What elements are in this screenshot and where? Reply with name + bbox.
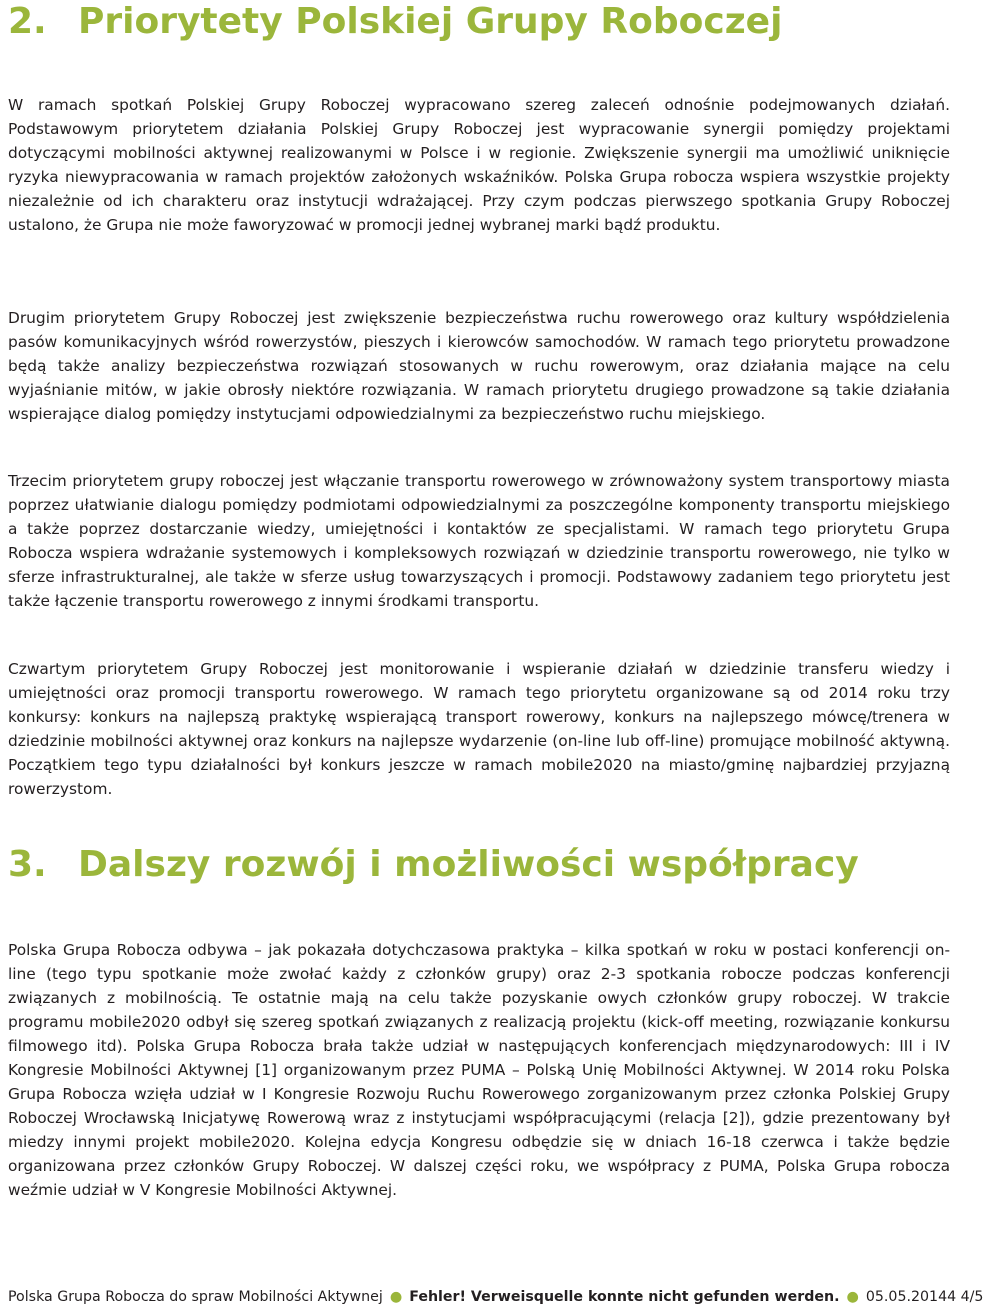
section-2-number: 2. (8, 1, 47, 42)
section-2-paragraph-1: W ramach spotkań Polskiej Grupy Roboczej wypracowano szereg zaleceń odnośnie podejmowanych działań. Podstawowym priorytetem działania Polskiej Grupy Roboczej jest wypracowanie synergii pomiędzy projektami dotyczącymi mobilności aktywnej realizowanymi w Polsce i w regionie. Zwiększenie synergii ma umożliwić uniknięcie ryzyka niewypracowania w ramach projektów założonych wskaźników. Polska Grupa robocza wspiera wszystkie projekty niezależnie od ich charakteru oraz instytucji wdrażającej. Przy czym podczas pierwszego spotkania Grupy Roboczej ustalono, że Grupa nie może faworyzować w promocji jednej wybranej marki bądź produktu. (8, 96, 950, 234)
section-2-title: Priorytety Polskiej Grupy Roboczej (78, 1, 783, 42)
section-2-paragraph-3: Trzecim priorytetem grupy roboczej jest włączanie transportu rowerowego w zrównoważony system transportowy miasta poprzez ułatwianie dialogu pomiędzy podmiotami odpowiedzialnymi za poszczególne komponenty transportu miejskiego a także poprzez dostarczanie wiedzy, umiejętności i kontaktów ze specjalistami. W ramach tego priorytetu Grupa Robocza wspiera wdrażanie systemowych i kompleksowych rozwiązań w dziedzinie transportu rowerowego, nie tylko w sferze infrastrukturalnej, ale także w sferze usług towarzyszących i promocji. Podstawowy zadaniem tego priorytetu jest także łączenie transportu rowerowego z innymi środkami transportu. (8, 472, 950, 610)
footer-reference-error: Fehler! Verweisquelle konnte nicht gefunden werden. (409, 1289, 840, 1305)
footer-date-page: 05.05.20144 4/5 (865, 1289, 983, 1305)
section-3-title: Dalszy rozwój i możliwości współpracy (78, 844, 859, 885)
section-3-paragraph-1: Polska Grupa Robocza odbywa – jak pokazała dotychczasowa praktyka – kilka spotkań w roku w postaci konferencji on-line (tego typu spotkanie może zwołać każdy z członków grupy) oraz 2-3 spotkania robocze podczas konferencji związanych z mobilnością. Te ostatnie mają na celu także pozyskanie owych członków grupy roboczej. W trakcie programu mobile2020 odbył się szereg spotkań związanych z realizacją projektu (kick-off meeting, rozwiązanie konkursu filmowego itd). Polska Grupa Robocza brała także udział w następujących konferencjach międzynarodowych: III i IV Kongresie Mobilności Aktywnej [1] organizowanym przez PUMA – Polską Unię Mobilności Aktywnej. W 2014 roku Polska Grupa Robocza wzięła udział w I Kongresie Rozwoju Ruchu Rowerowego zorganizowanym przez członka Polskiej Grupy Roboczej Wrocławską Inicjatywę Rowerową wraz z instytucjami współpracującymi (relacja [2]), gdzie prezentowany był miedzy innymi projekt mobile2020. Kolejna edycja Kongresu odbędzie się w dniach 16-18 czerwca i także będzie organizowana przez członków Grupy Roboczej. W dalszej części roku, we współpracy z PUMA, Polska Grupa robocza weźmie udział w V Kongresie Mobilności Aktywnej. (8, 941, 950, 1199)
footer-bullet-icon: ● (846, 1289, 859, 1305)
footer-bullet-icon: ● (389, 1289, 403, 1305)
section-3-number: 3. (8, 844, 47, 885)
section-2-heading (8, 0, 782, 44)
section-2-paragraph-2: Drugim priorytetem Grupy Roboczej jest zwiększenie bezpieczeństwa ruchu rowerowego oraz kultury współdzielenia pasów komunikacyjnych wśród rowerzystów, pieszych i kierowców samochodów. W ramach tego priorytetu prowadzone będą także analizy bezpieczeństwa rozwiązań stosowanych w ruchu rowerowym, oraz działania mające na celu wyjaśnianie mitów, w jakie obrosły niektóre rozwiązania. W ramach priorytetu drugiego prowadzone są takie działania wspierające dialog pomiędzy instytucjami odpowiedzialnymi za bezpieczeństwo ruchu miejskiego. (8, 309, 950, 423)
footer-document-title: Polska Grupa Robocza do spraw Mobilności Aktywnej (8, 1289, 383, 1305)
page-footer (8, 1286, 983, 1308)
section-3-heading (8, 843, 859, 887)
section-2-paragraph-4: Czwartym priorytetem Grupy Roboczej jest monitorowanie i wspieranie działań w dziedzinie transferu wiedzy i umiejętności oraz promocji transportu rowerowego. W ramach tego priorytetu organizowane są od 2014 roku trzy konkursy: konkurs na najlepszą praktykę wspierającą transport rowerowy, konkurs na najlepszego mówcę/trenera w dziedzinie mobilności aktywnej oraz konkurs na najlepsze wydarzenie (on-line lub off-line) promujące mobilność aktywną. Początkiem tego typu działalności był konkurs jeszcze w ramach mobile2020 na miasto/gminę najbardziej przyjazną rowerzystom. (8, 660, 950, 798)
